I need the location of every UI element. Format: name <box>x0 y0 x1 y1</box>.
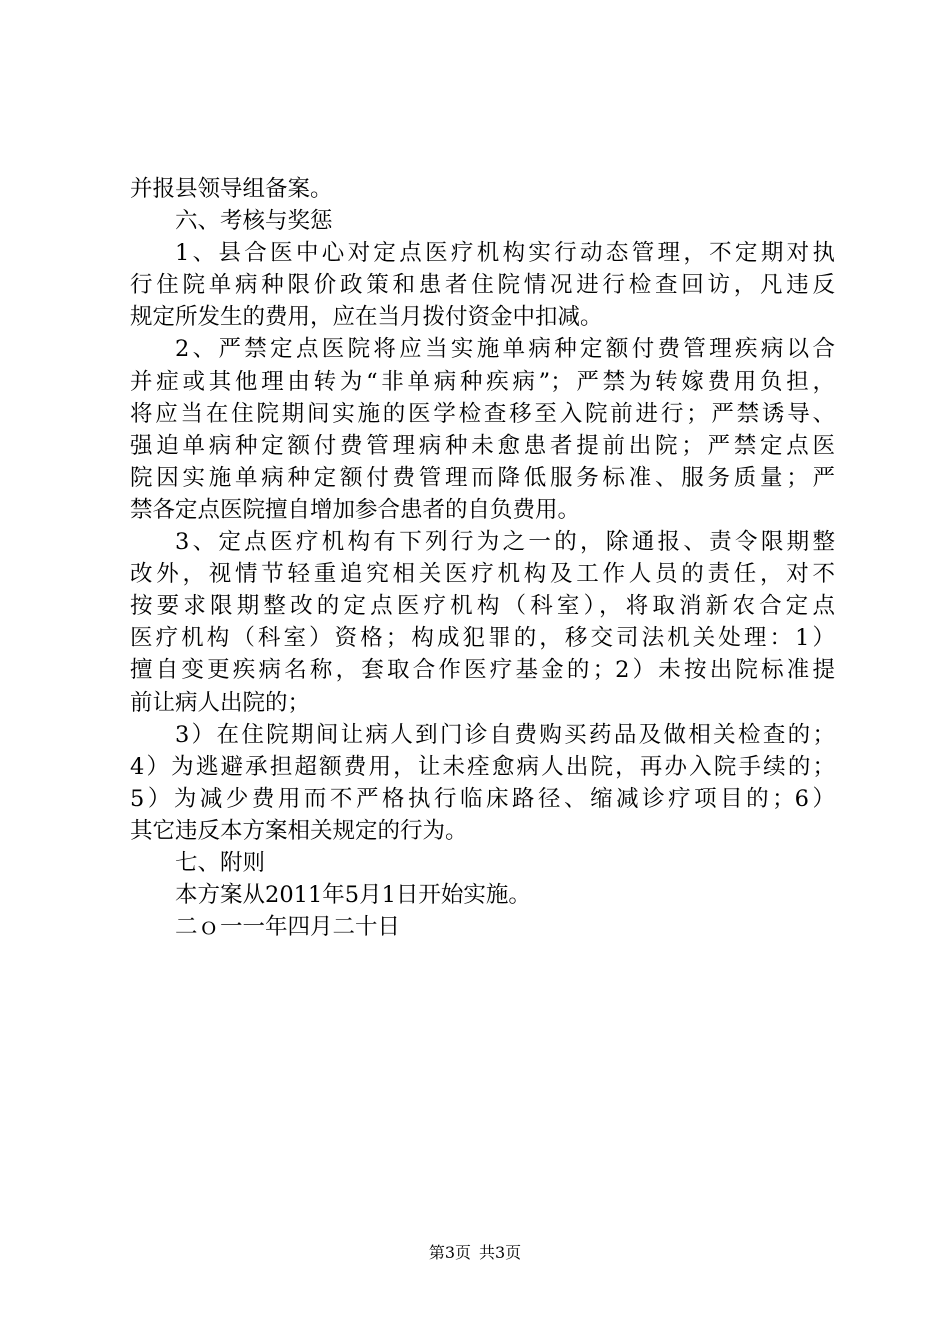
text-line: 强迫单病种定额付费管理病种未愈患者提前出院；严禁定点医 <box>130 432 835 459</box>
text-line: 改外，视情节轻重追究相关医疗机构及工作人员的责任，对不 <box>130 561 835 588</box>
text-line: 按要求限期整改的定点医疗机构（科室），将取消新农合定点 <box>130 593 835 620</box>
text-line: 5）为减少费用而不严格执行临床路径、缩减诊疗项目的；6） <box>130 785 835 812</box>
text-line: 2、严禁定点医院将应当实施单病种定额付费管理疾病以合 <box>175 336 835 363</box>
text-line: 本方案从2011年5月1日开始实施。 <box>175 882 531 909</box>
text-line: 3、定点医疗机构有下列行为之一的，除通报、责令限期整 <box>175 529 835 556</box>
page-number: 第3页 <box>428 1243 471 1262</box>
text-line: 擅自变更疾病名称，套取合作医疗基金的；2）未按出院标准提 <box>130 657 835 684</box>
text-line: 二ｏ一一年四月二十日 <box>175 914 401 941</box>
text-line: 1、县合医中心对定点医疗机构实行动态管理，不定期对执 <box>175 240 835 267</box>
text-line: 并报县领导组备案。 <box>130 176 333 202</box>
text-line: 4）为逃避承担超额费用，让未痊愈病人出院，再办入院手续的； <box>130 753 835 780</box>
text-line: 行住院单病种限价政策和患者住院情况进行检查回访，凡违反 <box>130 272 835 299</box>
text-line: 将应当在住院期间实施的医学检查移至入院前进行；严禁诱导、 <box>130 400 835 427</box>
text-line: 并症或其他理由转为“非单病种疾病”；严禁为转嫁费用负担， <box>130 368 835 395</box>
document-body <box>130 173 835 943</box>
text-line: 医疗机构（科室）资格；构成犯罪的，移交司法机关处理：1） <box>130 625 835 652</box>
text-line: 前让病人出院的； <box>130 689 311 716</box>
page-footer <box>0 1243 950 1263</box>
text-line: 3）在住院期间让病人到门诊自费购买药品及做相关检查的； <box>175 721 835 748</box>
text-line: 禁各定点医院擅自增加参合患者的自负费用。 <box>130 496 581 523</box>
text-line: 其它违反本方案相关规定的行为。 <box>130 817 468 844</box>
text-line: 六、考核与奖惩 <box>175 208 333 235</box>
text-line: 院因实施单病种定额付费管理而降低服务标准、服务质量；严 <box>130 464 835 491</box>
text-line: 七、附则 <box>175 849 266 876</box>
text-line: 规定所发生的费用，应在当月拨付资金中扣减。 <box>130 304 603 331</box>
page-total: 共3页 <box>479 1243 522 1262</box>
